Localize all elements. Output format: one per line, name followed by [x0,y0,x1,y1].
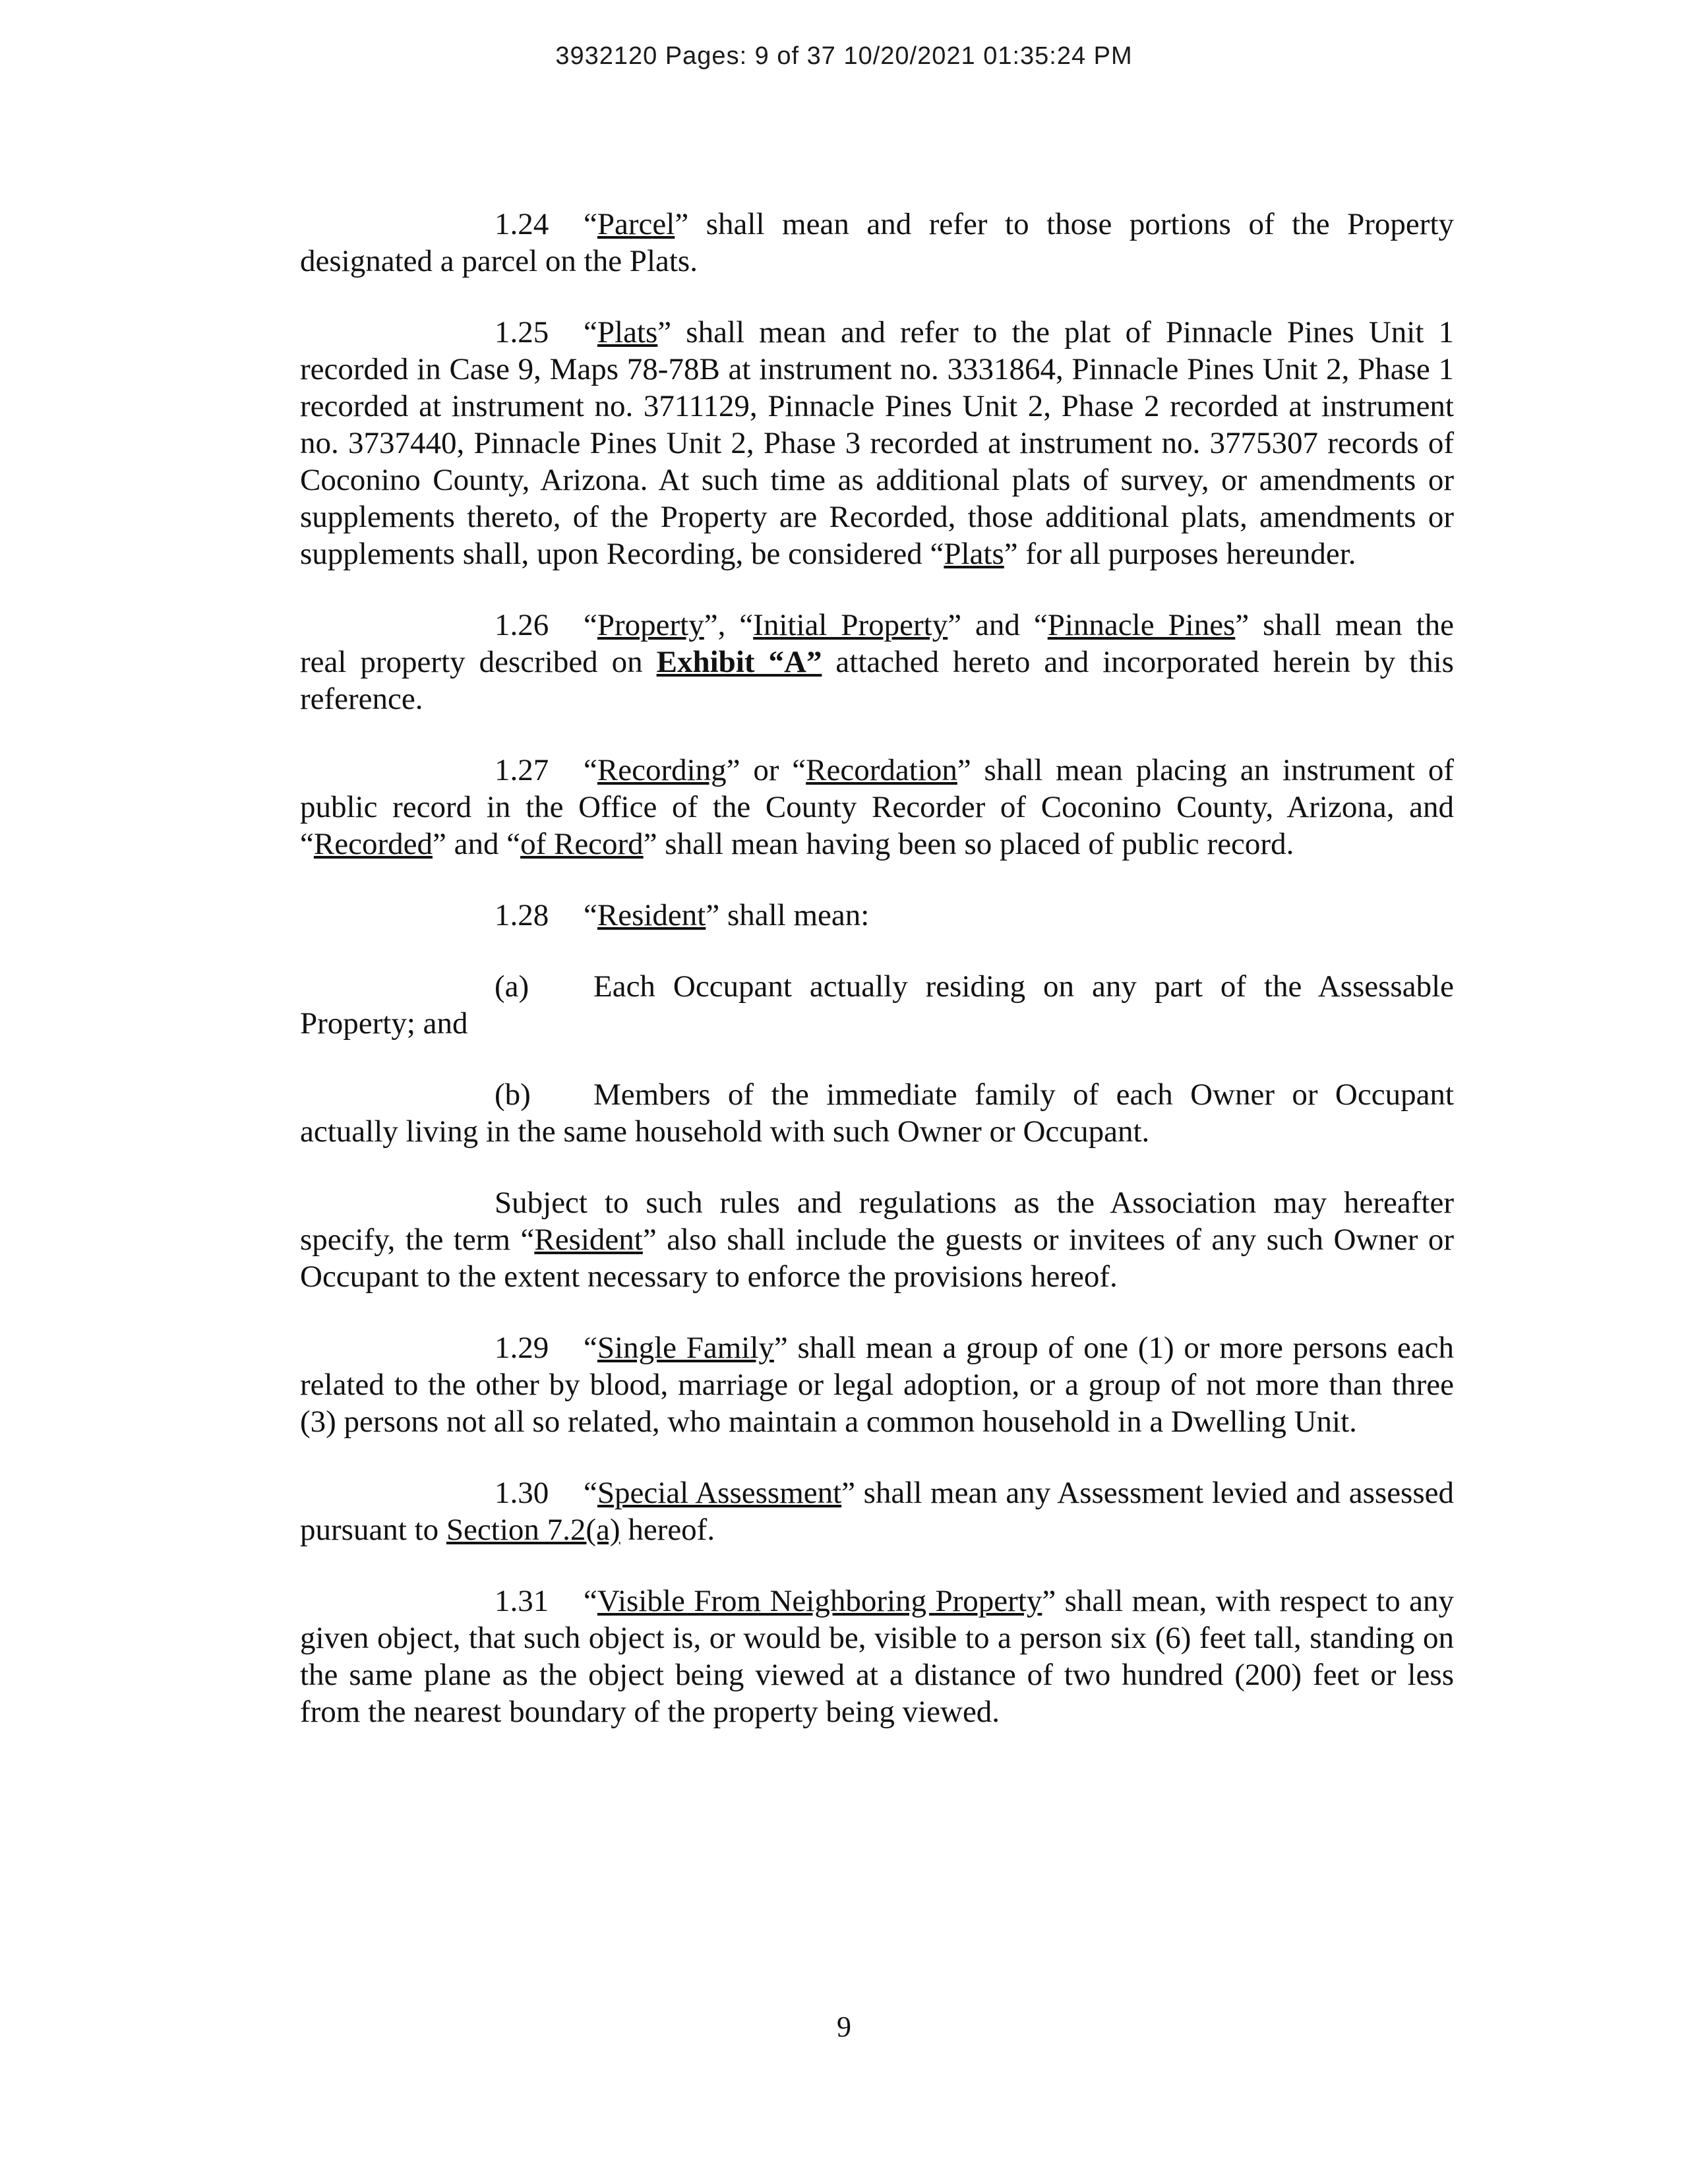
section-1-30: 1.30 “Special Assessment” shall mean any Assessment levied and assessed pursuant to Section 7.2(a) hereof. [300,1476,1454,1547]
section-1-28-b: (b) Members of the immediate family of each Owner or Occupant actually living in the same household with such Owner or Occupant. [300,1077,1454,1149]
defined-term-plats-ref: Plats [944,537,1004,571]
defined-term-recorded: Recorded [313,827,433,861]
section-1-28: 1.28 “Resident” shall mean: [495,898,870,932]
page-number: 9 [837,2011,851,2043]
defined-term-recordation: Recordation [806,753,957,787]
section-number: 1.25 [495,315,549,349]
section-number: 1.29 [495,1331,549,1365]
section-1-28-a: (a) Each Occupant actually residing on any part of the Assessable Property; and [300,969,1454,1041]
defined-term-single-family: Single Family [597,1331,774,1365]
defined-term-pinnacle-pines: Pinnacle Pines [1047,608,1236,642]
section-number: 1.27 [495,753,549,787]
subsection-label: (a) [495,969,529,1004]
defined-term-recording: Recording [597,753,727,787]
defined-term-property: Property [597,608,704,642]
section-number: 1.26 [495,608,549,642]
section-1-25: 1.25 “Plats” shall mean and refer to the plat of Pinnacle Pines Unit 1 recorded in Case 9, Maps 78-78B at instrument no. 3331864, Pinnacle Pines Unit 2, Phase 1 recorded at instrument no. 3711129, Pinnacle Pines Unit 2, Phase 2 recorded at instrument no. 3737440, Pinnacle Pines Unit 2, Phase 3 recorded at instrument no. 3775307 records of Coconino County, Arizona. At such time as additional plats of survey, or amendments or supplements thereto, of the Property are Recorded, those additional plats, amendments or supplements shall, upon Recording, be considered “Plats” for all purposes hereunder. [300,315,1454,571]
defined-term-plats: Plats [597,315,658,349]
section-1-29: 1.29 “Single Family” shall mean a group of one (1) or more persons each related to the other by blood, marriage or legal adoption, or a group of not more than three (3) persons not all so related, who maintain a common household in a Dwelling Unit. [300,1331,1454,1439]
section-1-28-subject: Subject to such rules and regulations as the Association may hereafter specify, the term “Resident” also shall include the guests or invitees of any such Owner or Occupant to the extent necessary to enforce the provisions hereof. [300,1186,1454,1294]
section-1-24: 1.24 “Parcel” shall mean and refer to those portions of the Property designated a parcel on the Plats. [300,207,1454,278]
section-reference: Section 7.2(a) [446,1513,620,1547]
section-number: 1.30 [495,1476,549,1510]
defined-term-special-assessment: Special Assessment [597,1476,842,1510]
defined-term-resident-ref: Resident [534,1223,643,1257]
defined-term-resident: Resident [597,898,706,932]
subsection-label: (b) [495,1077,531,1112]
section-number: 1.24 [495,207,549,241]
section-1-27: 1.27 “Recording” or “Recordation” shall mean placing an instrument of public record in the Office of the County Recorder of Coconino County, Arizona, and “Recorded” and “of Record” shall mean having been so placed of public record. [300,753,1455,861]
defined-term-of-record: of Record [520,827,644,861]
section-1-31: 1.31 “Visible From Neighboring Property” shall mean, with respect to any given object, that such object is, or would be, visible to a person six (6) feet tall, standing on the same plane as the object being viewed at a distance of two hundred (200) feet or less from the nearest boundary of the property being viewed. [300,1584,1454,1729]
document-body [300,206,1454,1765]
section-number: 1.28 [495,898,549,932]
defined-term-initial-property: Initial Property [753,608,948,642]
section-1-26: 1.26 “Property”, “Initial Property” and “Pinnacle Pines” shall mean the real property described on Exhibit “A” attached hereto and incorporated herein by this reference. [300,608,1455,716]
recording-header: 3932120 Pages: 9 of 37 10/20/2021 01:35:24 PM [555,42,1133,70]
defined-term-parcel: Parcel [597,207,675,241]
defined-term-visible-from-neighboring-property: Visible From Neighboring Property [597,1584,1042,1618]
section-number: 1.31 [495,1584,549,1618]
exhibit-reference: Exhibit “A” [656,645,822,679]
